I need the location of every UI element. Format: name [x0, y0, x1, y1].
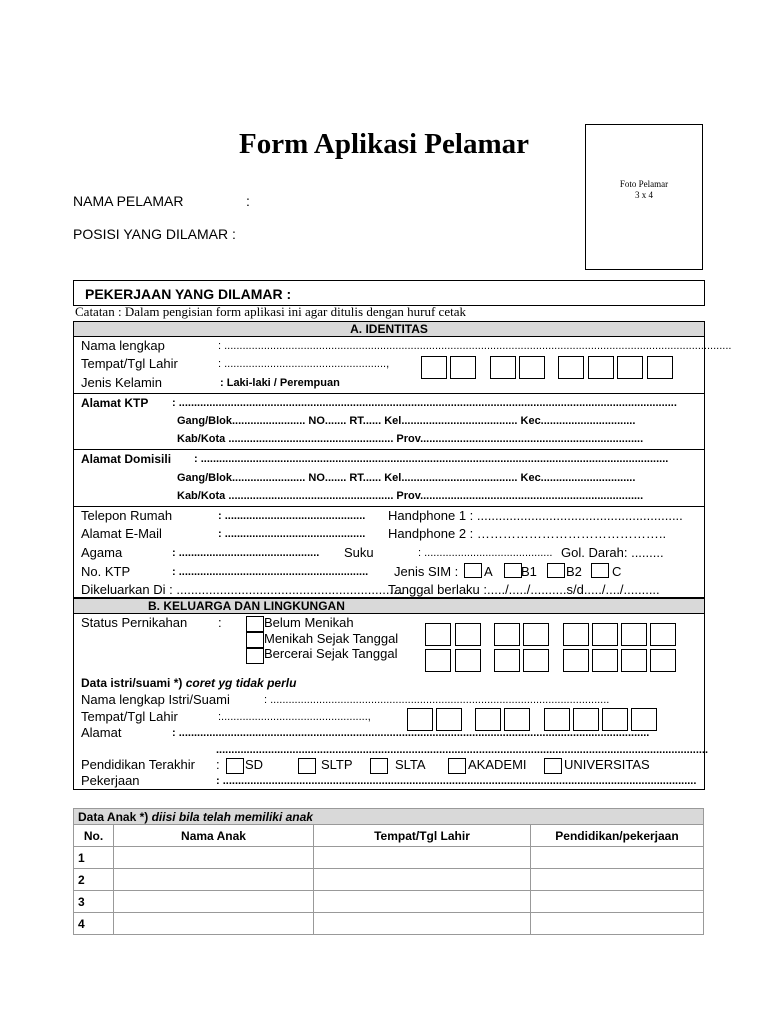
date-box[interactable] — [523, 623, 549, 646]
sim-b2-checkbox[interactable] — [547, 563, 565, 578]
alamat-istri-field-2[interactable]: ................................................................................................................................................................. — [216, 744, 709, 756]
slta-checkbox[interactable] — [370, 758, 388, 774]
agama-label: Agama — [81, 545, 123, 560]
table-row — [74, 891, 704, 913]
sim-c-checkbox[interactable] — [591, 563, 609, 578]
data-istri-label: Data istri/suami *) — [81, 676, 183, 690]
nama-anak-cell[interactable] — [114, 891, 314, 913]
sltp-label: SLTP — [321, 757, 353, 772]
date-box[interactable] — [490, 356, 516, 379]
date-box[interactable] — [592, 649, 618, 672]
date-box[interactable] — [621, 649, 647, 672]
date-box[interactable] — [421, 356, 447, 379]
tanggal-berlaku-field[interactable]: Tanggal berlaku :...../...../..........s/d...../..../.......... — [388, 582, 660, 597]
status-pernikahan-label: Status Pernikahan — [81, 615, 188, 630]
akademi-checkbox[interactable] — [448, 758, 466, 774]
nama-pelamar-label: NAMA PELAMAR — [73, 193, 184, 209]
pekerjaan-dilamar-box: PEKERJAAN YANG DILAMAR : — [73, 280, 705, 306]
coret-note: coret yg tidak perlu — [182, 676, 297, 690]
ttl-istri-field[interactable]: :................................................, — [218, 711, 371, 723]
date-box[interactable] — [425, 623, 451, 646]
table-row — [74, 847, 704, 869]
photo-size-label: 3 x 4 — [635, 190, 653, 200]
alamat-ktp-field[interactable]: : ................................................................................................................................................................... — [172, 397, 677, 409]
data-anak-caption — [74, 809, 704, 825]
telepon-rumah-field[interactable]: : .............................................. — [218, 510, 366, 522]
row-number: 2 — [74, 869, 114, 891]
alamat-ktp-label: Alamat KTP — [81, 396, 149, 410]
email-field[interactable]: : .............................................. — [218, 528, 366, 540]
pendidikan-colon: : — [216, 757, 220, 772]
ttl-label: Tempat/Tgl Lahir — [81, 356, 178, 371]
divider — [73, 506, 705, 507]
sim-a-label: A — [484, 564, 493, 579]
row-number: 3 — [74, 891, 114, 913]
date-box[interactable] — [592, 623, 618, 646]
date-box[interactable] — [621, 623, 647, 646]
gang-blok-line[interactable]: Gang/Blok........................ NO....... RT...... Kel...................................... Kec............................... — [177, 415, 636, 427]
nama-pelamar-colon: : — [246, 193, 250, 209]
page-title: Form Aplikasi Pelamar — [239, 128, 529, 160]
sd-label: SD — [245, 757, 264, 772]
date-box[interactable] — [563, 649, 589, 672]
handphone-2-field[interactable]: Handphone 2 : …………………………………….. — [388, 526, 667, 541]
status-colon: : — [218, 615, 222, 630]
gol-darah-field[interactable]: Gol. Darah: ......... — [561, 545, 664, 560]
nama-lengkap-label: Nama lengkap — [81, 338, 165, 353]
date-box[interactable] — [494, 623, 520, 646]
catatan-note: Catatan : Dalam pengisian form aplikasi ini agar ditulis dengan huruf cetak — [75, 304, 466, 319]
ttl-cell[interactable] — [314, 913, 531, 935]
date-box[interactable] — [519, 356, 545, 379]
date-box[interactable] — [523, 649, 549, 672]
data-anak-table — [73, 808, 704, 935]
jenis-kelamin-label: Jenis Kelamin — [81, 375, 162, 390]
belum-menikah-checkbox[interactable] — [246, 616, 264, 632]
ttl-cell[interactable] — [314, 847, 531, 869]
ttl-istri-label: Tempat/Tgl Lahir — [81, 709, 178, 724]
col-pendidikan: Pendidikan/pekerjaan — [531, 825, 704, 847]
nama-anak-cell[interactable] — [114, 913, 314, 935]
sim-c-label: C — [612, 564, 622, 579]
sd-checkbox[interactable] — [226, 758, 244, 774]
alamat-istri-label: Alamat — [81, 725, 122, 740]
row-number: 1 — [74, 847, 114, 869]
date-box[interactable] — [455, 649, 481, 672]
sim-a-checkbox[interactable] — [464, 563, 482, 578]
date-box[interactable] — [494, 649, 520, 672]
ttl-cell[interactable] — [314, 891, 531, 913]
col-no: No. — [74, 825, 114, 847]
nama-istri-field[interactable]: : ............................................................................................................... — [264, 694, 610, 706]
pendidikan-terakhir-label: Pendidikan Terakhir — [81, 757, 195, 772]
date-box[interactable] — [450, 356, 476, 379]
belum-menikah-label: Belum Menikah — [264, 615, 354, 630]
menikah-checkbox[interactable] — [246, 632, 264, 648]
divider — [73, 393, 705, 394]
pendidikan-cell[interactable] — [531, 847, 704, 869]
date-box[interactable] — [647, 356, 673, 379]
pekerjaan-field[interactable]: : ........................................................................................................................................................... — [216, 775, 697, 787]
data-anak-label: Data Anak *) — [78, 809, 149, 824]
jenis-kelamin-value[interactable]: : Laki-laki / Perempuan — [220, 377, 340, 389]
menikah-label: Menikah Sejak Tanggal — [264, 631, 399, 646]
pendidikan-cell[interactable] — [531, 913, 704, 935]
section-b-title: B. KELUARGA DAN LINGKUNGAN — [73, 598, 705, 614]
date-box[interactable] — [563, 623, 589, 646]
pendidikan-cell[interactable] — [531, 869, 704, 891]
col-ttl: Tempat/Tgl Lahir — [314, 825, 531, 847]
posisi-label: POSISI YANG DILAMAR : — [73, 226, 236, 242]
nama-istri-label: Nama lengkap Istri/Suami — [81, 692, 230, 707]
photo-box — [585, 124, 703, 270]
nama-lengkap-field[interactable]: : ...................................................................................................................................................................... — [218, 340, 732, 352]
alamat-domisili-field[interactable]: : ......................................................................................................................................................... — [194, 453, 669, 465]
ttl-cell[interactable] — [314, 869, 531, 891]
date-box[interactable] — [558, 356, 584, 379]
divider — [73, 449, 705, 450]
table-row — [74, 869, 704, 891]
alamat-domisili-label: Alamat Domisili — [81, 452, 172, 466]
suku-field[interactable]: : .......................................... — [418, 547, 553, 559]
kab-kota-line[interactable]: Kab/Kota ...................................................... Prov......................................................................... — [177, 433, 644, 445]
data-istri-title — [81, 676, 296, 690]
pendidikan-cell[interactable] — [531, 891, 704, 913]
nama-anak-cell[interactable] — [114, 869, 314, 891]
section-a-title: A. IDENTITAS — [73, 321, 705, 337]
date-box[interactable] — [650, 623, 676, 646]
sltp-checkbox[interactable] — [298, 758, 316, 774]
universitas-label: UNIVERSITAS — [564, 757, 650, 772]
col-nama-anak: Nama Anak — [114, 825, 314, 847]
row-number: 4 — [74, 913, 114, 935]
dikeluarkan-field[interactable]: Dikeluarkan Di : ............................................................... — [81, 582, 404, 597]
gang-blok-line[interactable]: Gang/Blok........................ NO....... RT...... Kel...................................... Kec............................... — [177, 472, 636, 484]
date-box[interactable] — [650, 649, 676, 672]
no-ktp-field[interactable]: : .............................................................. — [172, 566, 369, 578]
slta-label: SLTA — [395, 757, 426, 772]
akademi-label: AKADEMI — [468, 757, 527, 772]
sim-b1-checkbox[interactable] — [504, 563, 522, 578]
sim-b1-label: B1 — [521, 564, 537, 579]
agama-field[interactable]: : .............................................. — [172, 547, 320, 559]
ttl-field[interactable]: : ....................................................., — [218, 358, 390, 370]
date-box[interactable] — [425, 649, 451, 672]
telepon-rumah-label: Telepon Rumah — [81, 508, 173, 523]
sim-b2-label: B2 — [566, 564, 582, 579]
jenis-sim-label: Jenis SIM : — [394, 564, 459, 579]
date-box[interactable] — [455, 623, 481, 646]
kab-kota-line[interactable]: Kab/Kota ...................................................... Prov......................................................................... — [177, 490, 644, 502]
handphone-1-field[interactable]: Handphone 1 : ......................................................... — [388, 508, 683, 523]
nama-anak-cell[interactable] — [114, 847, 314, 869]
universitas-checkbox[interactable] — [544, 758, 562, 774]
data-anak-note: diisi bila telah memiliki anak — [148, 809, 313, 824]
date-box[interactable] — [617, 356, 643, 379]
date-box[interactable] — [588, 356, 614, 379]
bercerai-checkbox[interactable] — [246, 648, 264, 664]
email-label: Alamat E-Mail — [81, 526, 162, 541]
photo-label: Foto Pelamar — [619, 179, 669, 189]
no-ktp-label: No. KTP — [81, 564, 131, 579]
table-row — [74, 913, 704, 935]
suku-label: Suku — [344, 545, 374, 560]
alamat-istri-field[interactable]: : .......................................................................................................................................................... — [172, 727, 650, 739]
bercerai-label: Bercerai Sejak Tanggal — [264, 646, 398, 661]
pekerjaan-label: Pekerjaan — [81, 773, 140, 788]
